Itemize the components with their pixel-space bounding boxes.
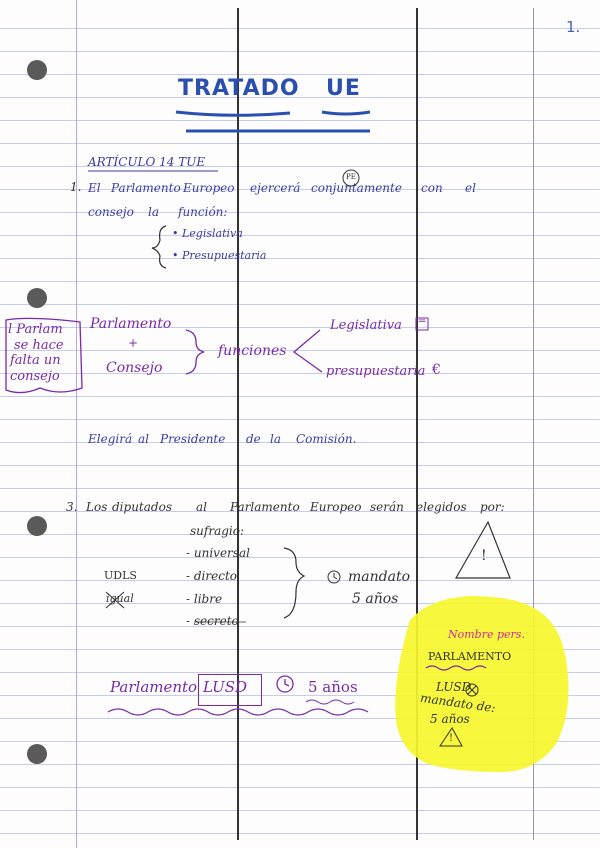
legislativa-icon: ≡	[418, 315, 427, 326]
item3-number: 3.	[66, 500, 78, 514]
sticky-line: LUSD	[436, 680, 472, 694]
sufragio-type: - universal	[186, 546, 250, 560]
mandato: mandato	[348, 569, 411, 585]
bottom-parlamento: Parlamento	[110, 678, 198, 696]
article-heading: ARTÍCULO 14 TUE	[88, 155, 206, 169]
function-legislativa: • Legislativa	[172, 227, 243, 240]
udls-label: UDLS	[104, 569, 137, 582]
item3-w6: elegidos	[416, 500, 467, 514]
item1-l2-w2: función:	[178, 205, 228, 219]
sufragio-type: - directo	[186, 569, 237, 583]
bottom-five-anos: 5 años	[308, 678, 358, 696]
circled-pe: PE	[346, 173, 356, 181]
item1-w5: con	[421, 181, 443, 195]
margin-note-line: consejo	[10, 369, 60, 384]
function-presupuestaria: • Presupuestaria	[172, 249, 267, 262]
sufragio: sufragio:	[190, 524, 245, 538]
item3-w0: Los	[86, 500, 108, 514]
margin-note-line: l Parlam	[8, 322, 63, 337]
mandato-anos: 5 años	[352, 591, 399, 607]
diagram-consejo: Consejo	[106, 360, 163, 376]
item1-w3: ejercerá	[250, 181, 301, 195]
item1-l2-w1: la	[148, 205, 159, 219]
item1-w0: El	[88, 181, 101, 195]
igual-label: igual	[106, 592, 134, 605]
item3-w1: diputados	[112, 500, 172, 514]
margin-note-line: se hace	[14, 338, 64, 353]
sticky-header: Nombre pers.	[448, 628, 525, 641]
sticky-line: 5 años	[430, 712, 470, 726]
diagram-funciones: funciones	[218, 343, 287, 359]
diagram-legislativa: Legislativa	[330, 318, 402, 333]
elegir-w3: de	[246, 432, 261, 446]
page-number: 1.	[566, 18, 581, 36]
item1-number: 1.	[70, 180, 82, 194]
item1-l2-w0: consejo	[88, 205, 134, 219]
item3-w5: serán	[370, 500, 404, 514]
item1-w2: Europeo	[183, 181, 235, 195]
elegir-w0: Elegirá	[88, 432, 133, 446]
bottom-lusd: LUSD	[203, 678, 248, 696]
item3-w3: Parlamento	[230, 500, 300, 514]
item1-w1: Parlamento	[111, 181, 181, 195]
item3-w4: Europeo	[310, 500, 362, 514]
margin-note-line: falta un	[10, 353, 61, 368]
item3-w2: al	[196, 500, 207, 514]
diagram-plus: +	[128, 336, 139, 350]
elegir-w1: al	[138, 432, 149, 446]
triangle-mark: !	[481, 548, 487, 564]
item1-w6: el	[465, 181, 476, 195]
item3-w7: por:	[480, 500, 505, 514]
sufragio-type: - secreto	[186, 614, 239, 628]
sticky-title: PARLAMENTO	[428, 650, 512, 663]
diagram-presupuestaria: presupuestaria	[326, 364, 426, 379]
sticky-mark: !	[449, 733, 454, 744]
elegir-w5: Comisión.	[296, 432, 357, 446]
sticky-line: mandato de:	[419, 690, 497, 716]
elegir-w2: Presidente	[160, 432, 226, 446]
item1-w4: conjuntamente	[311, 181, 402, 195]
page-title-left: TRATADO	[178, 76, 300, 101]
diagram-parlamento: Parlamento	[90, 316, 172, 332]
page-title-right: UE	[326, 76, 361, 101]
elegir-w4: la	[270, 432, 281, 446]
euro-icon: €	[432, 362, 441, 378]
sufragio-type: - libre	[186, 592, 223, 606]
